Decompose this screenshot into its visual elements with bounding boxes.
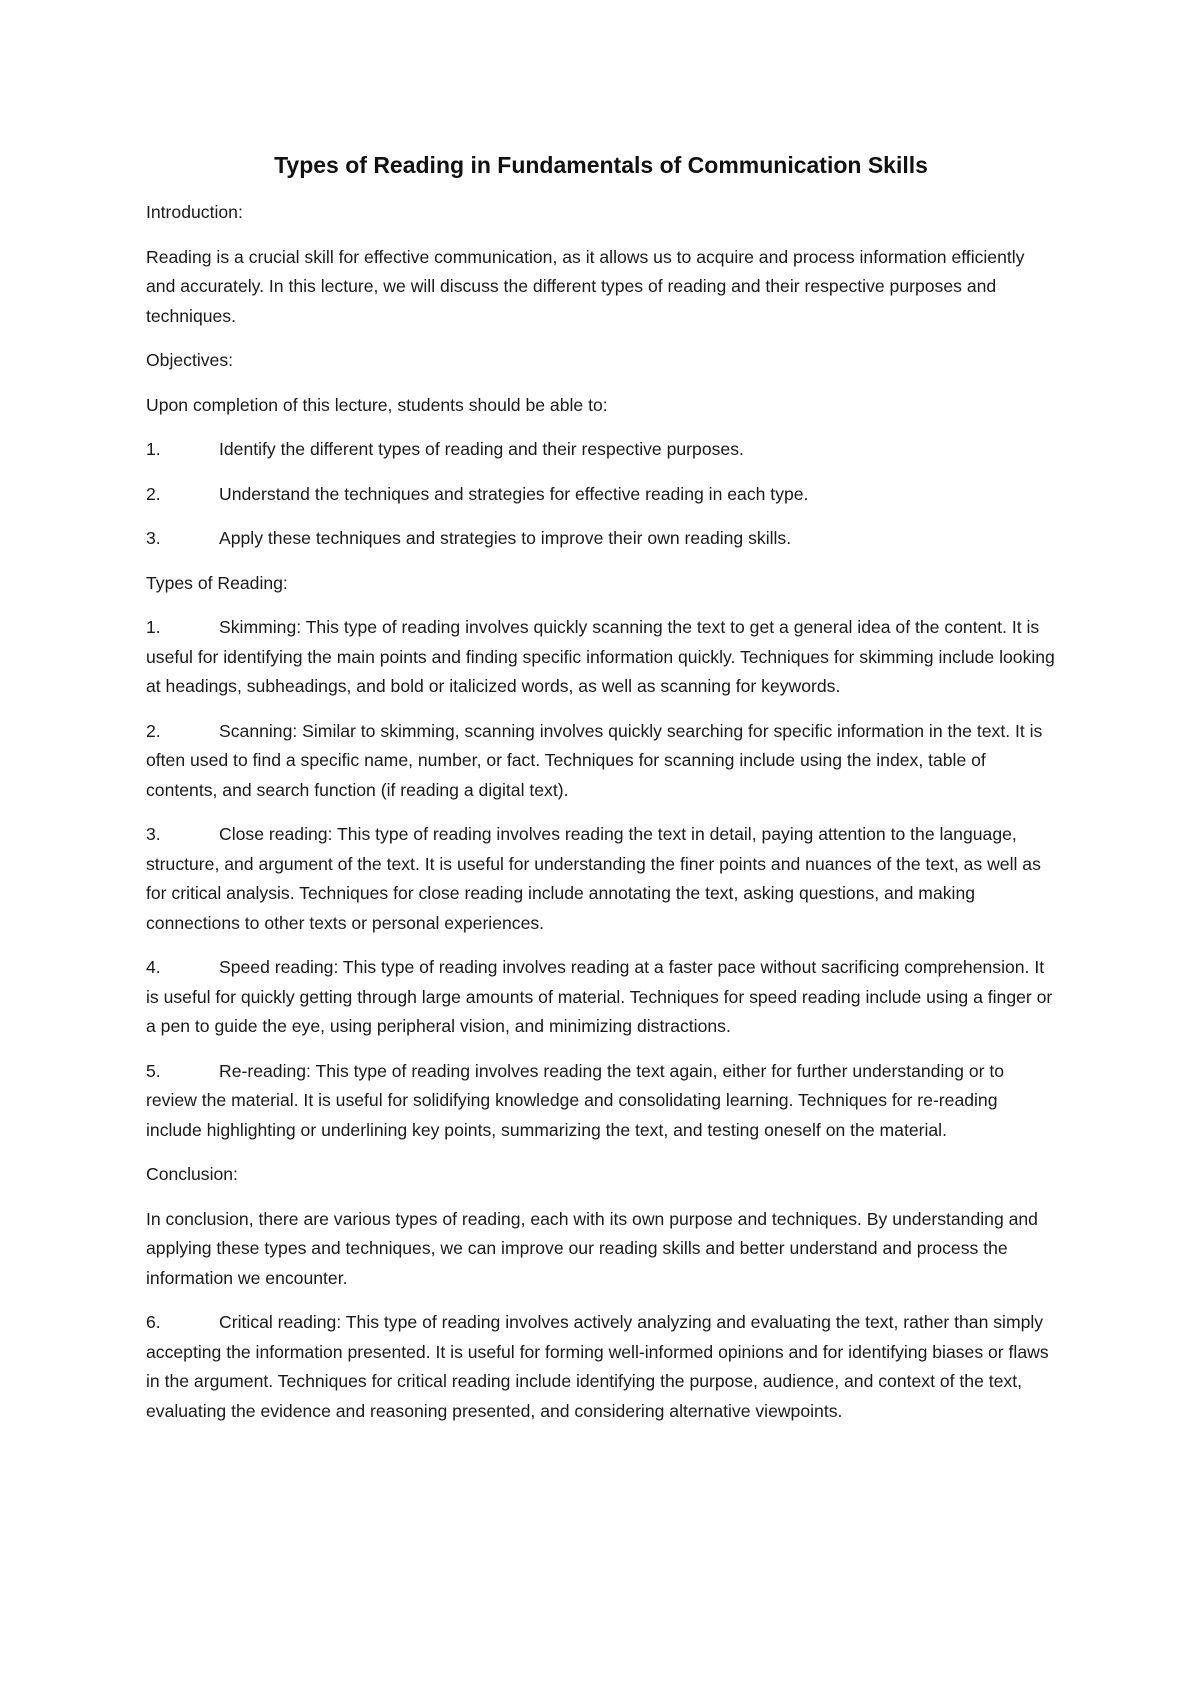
reading-type-item [146,613,1056,702]
reading-type-number: 2. [146,720,161,741]
objective-item [146,480,1056,510]
objectives-heading: Objectives: [146,350,234,370]
reading-type-number: 1. [146,617,161,637]
objective-item [146,435,1056,465]
reading-type-text: Speed reading: This type of reading involves reading at a faster pace without sacrificing comprehension. It is useful for quickly getting through large amounts of material. Techniques for speed reading include using a finger or a pen to guide the eye, using peripheral vision, and minimizing distractions. [146,957,1053,1036]
objectives-lead: Upon completion of this lecture, students should be able to: [146,394,608,415]
objective-text: Apply these techniques and strategies to improve their own reading skills. [219,528,792,548]
objective-text: Identify the different types of reading and their respective purposes. [219,439,744,459]
reading-type-text: Skimming: This type of reading involves quickly scanning the text to get a general idea of the content. It is useful for identifying the main points and finding specific information quickly. Techniques for skimming include looking at headings, subheadings, and bold or italicized words, as well as scanning for keywords. [146,617,1055,696]
document-title: Types of Reading in Fundamentals of Communication Skills [274,152,928,178]
objective-item [146,524,1056,554]
reading-type-number: 3. [146,824,161,844]
reading-type-item [146,1057,1056,1146]
reading-type-number: 4. [146,957,161,977]
reading-type-text: Re-reading: This type of reading involves reading the text again, either for further understanding or to review the material. It is useful for solidifying knowledge and consolidating learning. Techniques for re-reading include highlighting or underlining key points, summarizing the text, and testing oneself on the material. [146,1060,1005,1140]
introduction-text: Reading is a crucial skill for effective communication, as it allows us to acquire and process information efficiently and accurately. In this lecture, we will discuss the different types of reading and their respective purposes and techniques. [146,246,1025,326]
objective-number: 1. [146,439,161,459]
objective-number: 3. [146,528,161,548]
reading-type-item [146,717,1056,806]
reading-type-text: Scanning: Similar to skimming, scanning involves quickly searching for specific information in the text. It is often used to find a specific name, number, or fact. Techniques for scanning include using the index, table of contents, and search function (if reading a digital text). [146,720,1043,800]
objective-number: 2. [146,483,161,504]
reading-type-number: 5. [146,1060,161,1081]
reading-type-item [146,820,1056,938]
objective-text: Understand the techniques and strategies for effective reading in each type. [219,483,809,504]
document-page [146,150,1056,1441]
conclusion-heading: Conclusion: [146,1164,238,1184]
reading-type-text: Critical reading: This type of reading involves actively analyzing and evaluating the text, rather than simply accepting the information presented. It is useful for forming well-informed opinions and for identifying biases or flaws in the argument. Techniques for critical reading include identifying the purpose, audience, and context of the text, evaluating the evidence and reasoning presented, and considering alternative viewpoints. [146,1312,1049,1421]
reading-type-text: Close reading: This type of reading involves reading the text in detail, paying attention to the language, structure, and argument of the text. It is useful for understanding the finer points and nuances of the text, as well as for critical analysis. Techniques for close reading include annotating the text, asking questions, and making connections to other texts or personal experiences. [146,824,1041,933]
introduction-heading: Introduction: [146,202,243,222]
types-heading: Types of Reading: [146,572,288,593]
conclusion-text: In conclusion, there are various types of reading, each with its own purpose and techniques. By understanding and applying these types and techniques, we can improve our reading skills and better understand and process the information we encounter. [146,1208,1038,1288]
reading-type-item [146,953,1056,1042]
reading-type-number: 6. [146,1312,161,1332]
reading-type-item [146,1308,1056,1426]
